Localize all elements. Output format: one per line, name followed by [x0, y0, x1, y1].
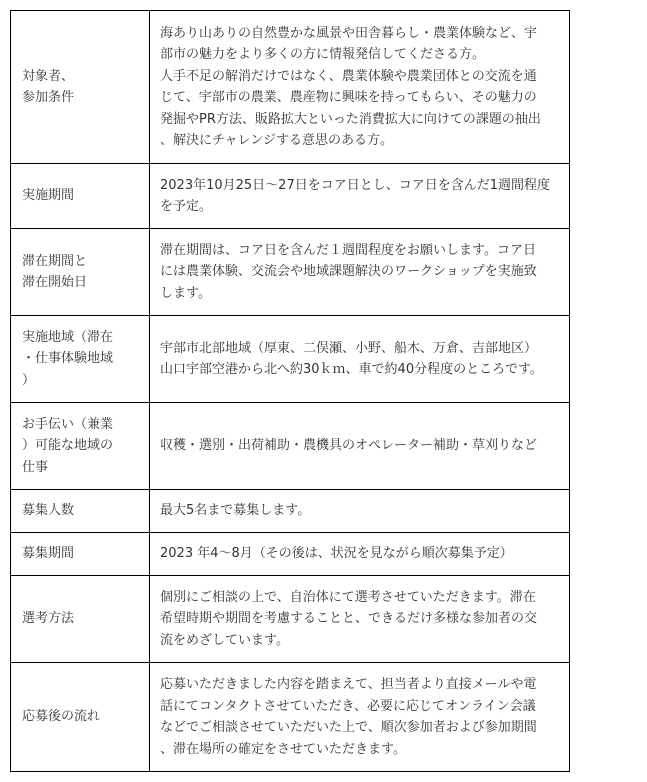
label-line: 応募後の流れ [22, 709, 101, 725]
value-line: 希望時期や期間を考慮することと、できるだけ多様な参加者の交 [160, 611, 538, 627]
value-line: などでご相談させていただいた上で、順次参加者および参加期間 [160, 720, 537, 735]
row-label [11, 229, 150, 316]
value-line: します。 [160, 285, 211, 301]
row-value [150, 316, 570, 403]
table-row-stay [11, 229, 570, 316]
value-line: 2023 年4〜8月（その後は、状況を見ながら順次募集予定） [160, 546, 513, 562]
label-line: お手伝い（兼業 [22, 416, 114, 432]
value-line: 個別にご相談の上で、自治体にて選考させていただきます。滞在 [160, 589, 536, 605]
value-line: 滞在期間は、コア日を含んだ１週間程度をお願いします。コア日 [160, 242, 536, 258]
row-value [150, 164, 570, 229]
value-line: 、滞在場所の確定をさせていただきます。 [160, 741, 406, 757]
row-value [150, 663, 570, 772]
row-label [11, 316, 150, 403]
value-line: 最大5名まで募集します。 [160, 503, 311, 519]
value-line: 2023年10月25日〜27日をコア日とし、コア日を含んだ1週間程度 [160, 177, 550, 193]
value-line: 山口宇部空港から北へ約30ｋｍ、車で約40分程度のところです。 [160, 362, 543, 377]
label-line: 選考方法 [22, 611, 75, 627]
value-line: 応募いただきました内容を踏まえて、担当者より直接メールや電 [160, 677, 537, 692]
label-line: 滞在期間と [22, 253, 88, 269]
value-line: 話にてコンタクトさせていただき、必要に応じてオンライン会議 [160, 698, 536, 714]
value-line: じて、宇部市の農業、農産物に興味を持ってもらい、その魅力の [160, 90, 537, 105]
row-label [11, 164, 150, 229]
row-label [11, 11, 150, 164]
label-line: 実施地域（滞在 [22, 329, 114, 345]
table-row-area [11, 316, 570, 403]
row-label [11, 403, 150, 490]
value-line: を予定。 [160, 199, 213, 214]
row-label [11, 533, 150, 576]
table-row-recruit-period [11, 533, 570, 576]
value-line: 収穫・選別・出荷補助・農機具のオペレーター補助・草刈りなど [160, 438, 538, 454]
table-row-target [11, 11, 570, 164]
label-line: ） [22, 372, 36, 388]
label-line: 滞在開始日 [22, 275, 88, 290]
row-label [11, 576, 150, 663]
label-line: ）可能な地域の [22, 438, 114, 454]
row-value [150, 533, 570, 576]
value-line: 発掘やPR方法、販路拡大といった消費拡大に向けての課題の抽出 [160, 111, 541, 127]
value-line: 人手不足の解消だけではなく、農業体験や農業団体との交流を通 [160, 68, 537, 84]
value-line: 流をめざしています。 [160, 632, 289, 648]
label-line: 対象者、 [22, 68, 75, 84]
row-value [150, 11, 570, 164]
row-value [150, 490, 570, 533]
row-value [150, 403, 570, 490]
row-value [150, 576, 570, 663]
info-table [10, 10, 570, 772]
label-line: ・仕事体験地域 [22, 351, 114, 367]
table-row-capacity [11, 490, 570, 533]
value-line: 、解決にチャレンジする意思のある方。 [160, 133, 393, 148]
label-line: 仕事 [22, 459, 49, 475]
row-value [150, 229, 570, 316]
table-row-period [11, 164, 570, 229]
label-line: 参加条件 [22, 90, 75, 105]
value-line: 宇部市北部地域（厚東、二俣瀬、小野、船木、万倉、吉部地区） [160, 340, 538, 356]
label-line: 募集人数 [22, 503, 75, 519]
row-label [11, 490, 150, 533]
table-row-selection [11, 576, 570, 663]
table-row-flow [11, 663, 570, 772]
value-line: 部市の魅力をより多くの方に情報発信してくださる方。 [160, 47, 486, 62]
value-line: には農業体験、交流会や地域課題解決のワークショップを実施致 [160, 264, 537, 280]
row-label [11, 663, 150, 772]
table-row-work [11, 403, 570, 490]
label-line: 募集期間 [22, 546, 75, 562]
label-line: 実施期間 [22, 188, 75, 204]
value-line: 海あり山ありの自然豊かな風景や田舎暮らし・農業体験など、宇 [160, 25, 538, 41]
